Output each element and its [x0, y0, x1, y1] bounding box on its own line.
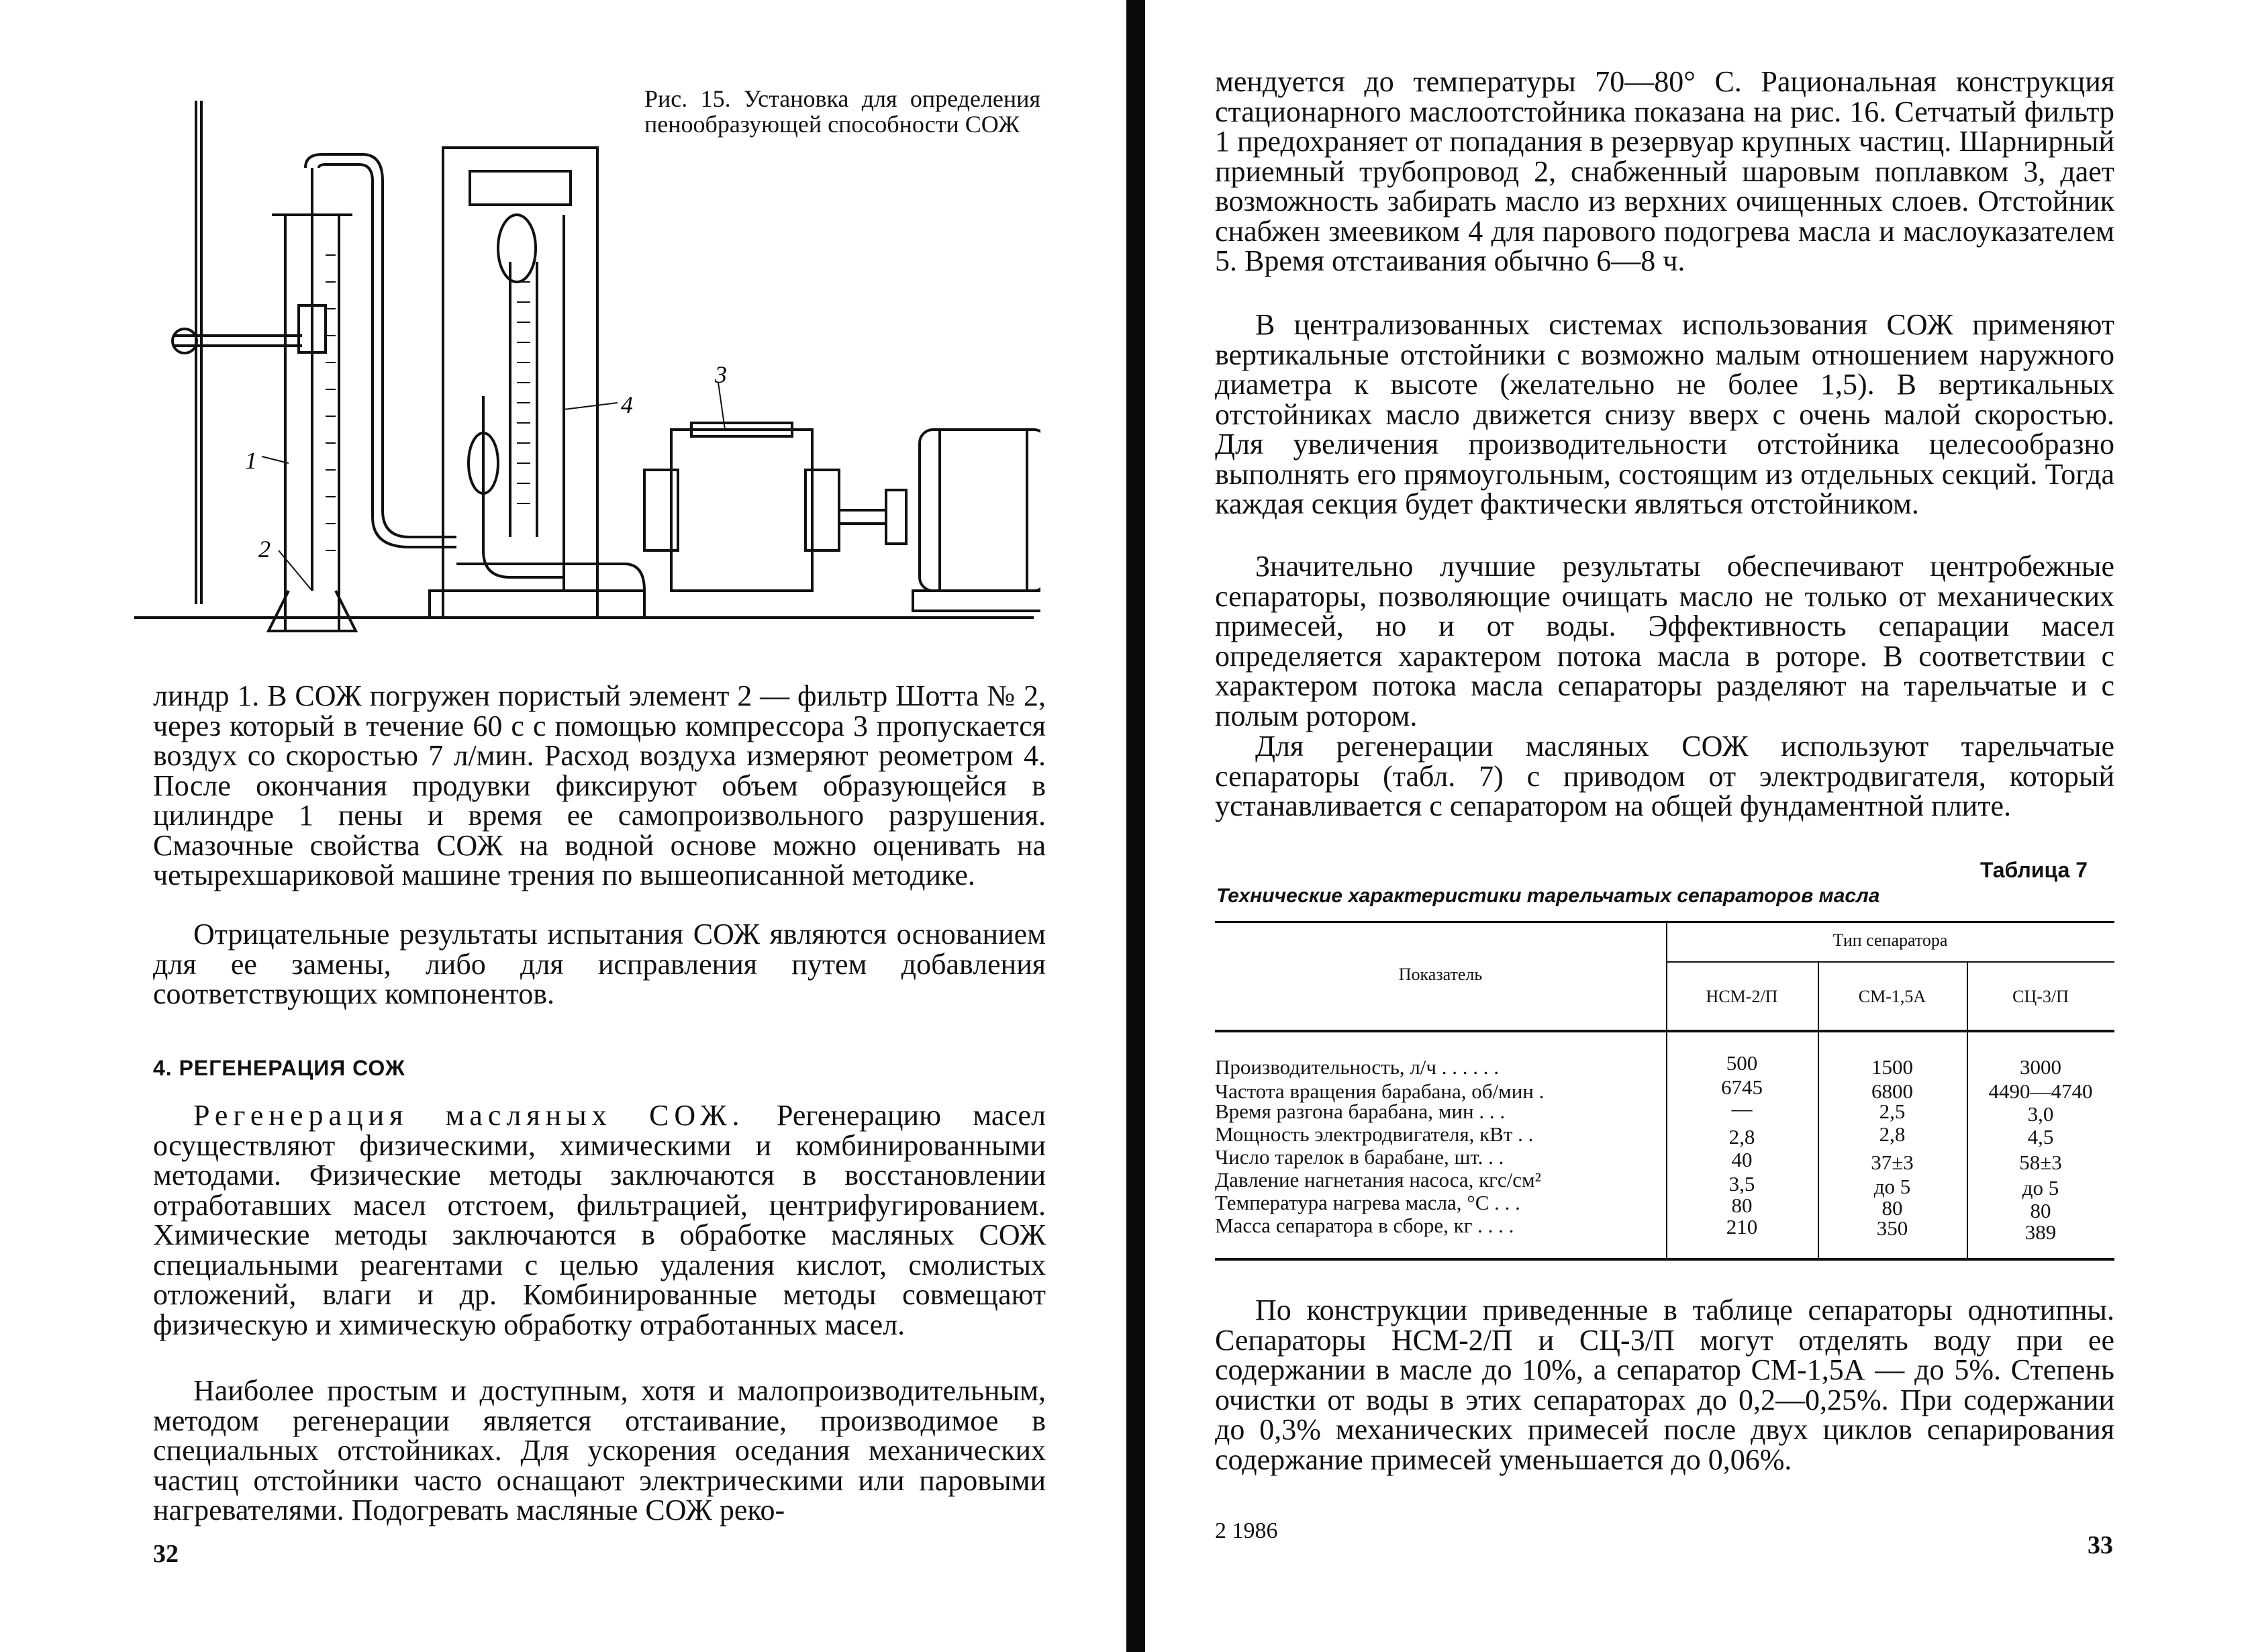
figure-label-3: 3 — [715, 361, 727, 388]
figure-label-4: 4 — [621, 391, 633, 418]
table-cell: 3000 — [2020, 1055, 2061, 1079]
table-row-label: Число тарелок в барабане, шт. . . — [1215, 1145, 1504, 1169]
table-cell: 4,5 — [2027, 1125, 2054, 1149]
left-paragraph-3 — [153, 1101, 1046, 1340]
figure-label-2: 2 — [258, 536, 271, 563]
book-spine — [1126, 0, 1145, 1652]
header-col-sm: СМ-1,5А — [1858, 987, 1926, 1006]
right-paragraph-5 — [1215, 1296, 2114, 1475]
table-cell: 58±3 — [2019, 1151, 2062, 1174]
header-col-nsm: НСМ-2/П — [1706, 987, 1778, 1006]
right-paragraph-4 — [1215, 732, 2114, 822]
right-paragraph-3-text: Значительно лучшие результаты обеспечивают центробежные сепараторы, позволяющие очищать масло не только от механических примесей, но и от воды. Эффективность сепарации масел определяется характером потока масла в роторе. В соответствии с характером потока масла сепараторы разделяют на тарельчатые и с полым ротором. — [1215, 550, 2114, 732]
table-cell: 500 — [1726, 1051, 1758, 1075]
table-row-label: Давление нагнетания насоса, кгс/см² — [1215, 1168, 1541, 1192]
left-paragraph-3-text: Регенерацию масел осуществляют физическими, химическими и комбинированными методами. Физические методы заключаются в восстановлении отработавших масел отстоем, фильтрацией, центрифугированием. Химические методы заключаются в обработке масляных СОЖ специальными реагентами с целью удаления кислот, смолистых отложений, влаги и др. Комбинированные методы совмещают физическую и химическую обработку отработанных масел. — [153, 1099, 1046, 1341]
table-cell: 80 — [1731, 1194, 1753, 1217]
printer-signature: 2 1986 — [1215, 1518, 1278, 1543]
right-paragraph-5-text: По конструкции приведенные в таблице сепараторы однотипны. Сепараторы НСМ-2/П и СЦ-3/П могут отделять воду при ее содержании в масле до 10%, а сепаратор СМ-1,5А — до 5%. Степень очистки от воды в этих сепараторах до 0,2—0,25%. При содержании до 0,3% механических примесей после двух циклов сепарирования содержание примесей уменьшается до 0,06%. — [1215, 1294, 2114, 1476]
table-cell: 37±3 — [1871, 1151, 1914, 1174]
separator-specs-table — [1215, 921, 2114, 1263]
header-separator-type: Тип сепаратора — [1832, 930, 1948, 950]
page-number-right: 33 — [2088, 1531, 2113, 1559]
table-cell: 210 — [1726, 1215, 1758, 1238]
figure-foam-test-apparatus — [134, 81, 1040, 638]
table-cell: до 5 — [1873, 1175, 1911, 1198]
right-paragraph-1: мендуется до температуры 70—80° С. Рациональная конструкция стационарного маслоотстойника показана на рис. 16. Сетчатый фильтр 1 предохраняет от попадания в резервуар крупных частиц. Шарнирный приемный трубопровод 2, снабженный шаровым поплавком 3, дает возможность забирать масло из верхних очищенных слоев. Отстойник снабжен змеевиком 4 для парового подогрева масла и маслоуказателем 5. Время отстаивания обычно 6—8 ч. — [1215, 65, 2114, 277]
left-paragraph-4 — [153, 1376, 1046, 1526]
table-cell: 3,5 — [1728, 1172, 1755, 1196]
left-paragraph-1: линдр 1. В СОЖ погружен пористый элемент 2 — фильтр Шотта № 2, через который в течение 60 с с помощью компрессора 3 пропускается воздух со скоростью 7 л/мин. Расход воздуха измеряют реометром 4. После окончания продувки фиксируют объем образующейся в цилиндре 1 пены и время ее самопроизвольного разрушения. Смазочные свойства СОЖ на водной основе можно оценивать на четырехшариковой машине трения по вышеописанной методике. — [153, 679, 1046, 891]
right-paragraph-3 — [1215, 552, 2114, 731]
table-cell: 80 — [1881, 1196, 1903, 1220]
page-number-left: 32 — [153, 1540, 179, 1568]
table-row-label: Температура нагрева масла, °С . . . — [1215, 1191, 1520, 1214]
table-cell: 389 — [2024, 1220, 2057, 1244]
header-col-sc: СЦ-3/П — [2012, 987, 2069, 1006]
table-row-label: Масса сепаратора в сборе, кг . . . . — [1215, 1214, 1514, 1237]
table-cell: — — [1731, 1097, 1753, 1120]
right-paragraph-2 — [1215, 310, 2114, 520]
header-indicator: Показатель — [1398, 965, 1483, 984]
figure-label-1: 1 — [245, 447, 257, 474]
table-cell: 40 — [1731, 1148, 1753, 1171]
table-cell: 3,0 — [2027, 1102, 2054, 1126]
table-label: Таблица 7 — [1980, 858, 2088, 882]
table-cell: 6745 — [1721, 1075, 1763, 1099]
regeneration-subheading: Регенерация масляных СОЖ. — [193, 1099, 745, 1132]
table-cell: 80 — [2030, 1199, 2051, 1222]
table-cell: 350 — [1876, 1216, 1908, 1240]
table-cell: 2,5 — [1879, 1100, 1906, 1123]
table-cell: 4490—4740 — [1988, 1079, 2093, 1103]
left-paragraph-2-text: Отрицательные результаты испытания СОЖ являются основанием для ее замены, либо для исправления путем добавления соответствующих компонентов. — [153, 918, 1046, 1010]
table-cell: 2,8 — [1728, 1125, 1755, 1149]
table-row-label: Производительность, л/ч . . . . . . — [1215, 1055, 1500, 1079]
table-cell: до 5 — [2022, 1176, 2059, 1200]
section-heading: 4. РЕГЕНЕРАЦИЯ СОЖ — [153, 1056, 405, 1080]
table-row-label: Мощность электродвигателя, кВт . . — [1215, 1122, 1534, 1146]
left-paragraph-2 — [153, 920, 1046, 1010]
table-cell: 2,8 — [1879, 1122, 1906, 1146]
right-paragraph-4-text: Для регенерации масляных СОЖ используют тарельчатые сепараторы (табл. 7) с приводом от электродвигателя, который устанавливается с сепаратором на общей фундаментной плите. — [1215, 730, 2114, 822]
table-row-label: Время разгона барабана, мин . . . — [1215, 1100, 1506, 1123]
table-title: Технические характеристики тарельчатых сепараторов масла — [1216, 885, 1880, 907]
table-cell: 6800 — [1871, 1079, 1913, 1103]
left-paragraph-4-text: Наиболее простым и доступным, хотя и малопроизводительным, методом регенерации является отстаивание, производимое в специальных отстойниках. Для ускорения оседания механических частиц отстойники часто оснащают электрическими или паровыми нагревателями. Подогревать масляные СОЖ реко- — [153, 1374, 1046, 1526]
right-paragraph-2-text: В централизованных системах использования СОЖ применяют вертикальные отстойники с возможно малым отношением наружного диаметра к высоте (желательно не более 1,5). В вертикальных отстойниках масло движется снизу вверх с очень малой скоростью. Для увеличения производительности отстойника целесообразно выполнять его прямоугольным, состоящим из отдельных секций. Тогда каждая секция будет фактически являться отстойником. — [1215, 308, 2114, 520]
table-row-label: Частота вращения барабана, об/мин . — [1215, 1079, 1545, 1103]
figure-caption: Рис. 15. Установка для определения пенообразующей способности СОЖ — [644, 85, 1040, 138]
table-cell: 1500 — [1871, 1055, 1913, 1079]
